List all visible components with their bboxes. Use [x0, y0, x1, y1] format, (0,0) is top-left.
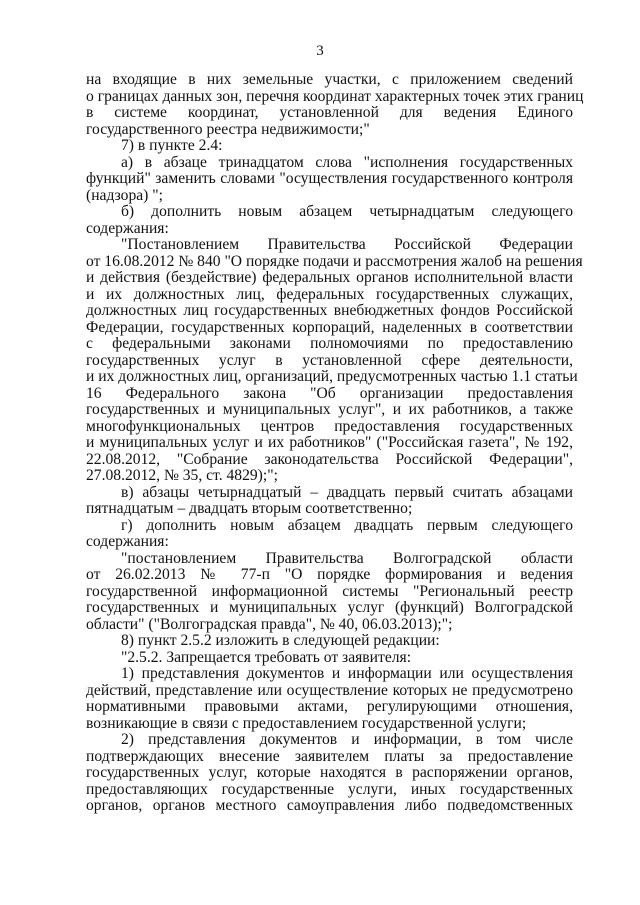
text-line: и действия (бездействие) федеральных органов исполнительной власти: [86, 269, 573, 286]
text-line: а) в абзаце тринадцатом слова "исполнения государственных: [121, 153, 573, 171]
text-line: 8) пункт 2.5.2 изложить в следующей редакции:: [121, 632, 440, 649]
text-line: и их должностных лиц, организаций, предусмотренных частью 1.1 статьи: [86, 368, 578, 385]
text-line: действий, представление или осуществление которых не предусмотрено: [86, 681, 573, 699]
text-line: 1) представления документов и информации или осуществления: [121, 665, 573, 682]
text-line: 27.08.2012, № 35, ст. 4829);";: [86, 467, 278, 484]
text-line: возникающие в связи с предоставлением государственной услуги;: [86, 714, 527, 732]
text-line: "постановлением Правительства Волгоградской области: [121, 549, 573, 567]
text-line: на входящие в них земельные участки, с приложением сведений: [86, 71, 573, 88]
text-line: с федеральными законами полномочиями по предоставлению: [86, 335, 573, 352]
text-line: органов, органов местного самоуправления либо подведомственных: [86, 797, 573, 814]
text-line: о границах данных зон, перечня координат характерных точек этих границ: [86, 87, 584, 105]
text-line: государственных услуг, которые находятся в распоряжении органов,: [86, 764, 573, 781]
text-line: 22.08.2012, "Собрание законодательства Российской Федерации",: [86, 450, 573, 468]
text-line: "2.5.2. Запрещается требовать от заявителя:: [121, 648, 412, 666]
document-body: [86, 71, 584, 815]
text-line: (надзора) ";: [86, 186, 163, 204]
text-line: государственного реестра недвижимости;": [86, 120, 370, 138]
text-line: б) дополнить новым абзацем четырнадцатым следующего: [121, 203, 573, 220]
text-line: в) абзацы четырнадцатый – двадцать первый считать абзацами: [121, 483, 573, 501]
text-line: Федерации, государственных корпораций, наделенных в соответствии: [86, 318, 573, 336]
text-line: многофункциональных центров предоставления государственных: [86, 417, 573, 435]
text-line: от 26.02.2013 № 77-п "О порядке формирования и ведения: [86, 566, 573, 583]
text-line: 7) в пункте 2.4:: [121, 137, 223, 154]
text-line: нормативными правовыми актами, регулирующими отношения,: [86, 698, 573, 715]
text-line: функций" заменить словами "осуществления государственного контроля: [86, 170, 573, 187]
text-line: от 16.08.2012 № 840 "О порядке подачи и рассмотрения жалоб на решения: [86, 252, 583, 270]
text-line: "Постановлением Правительства Российской Федерации: [121, 236, 573, 253]
text-line: государственных услуг в установленной сфере деятельности,: [86, 351, 573, 369]
text-line: и их должностных лиц, федеральных государственных служащих,: [86, 285, 573, 303]
text-line: пятнадцатым – двадцать вторым соответственно;: [86, 500, 413, 517]
text-line: государственных и муниципальных услуг (функций) Волгоградской: [86, 599, 573, 616]
text-line: содержания:: [86, 533, 169, 550]
text-line: и муниципальных услуг и их работников" ("Российская газета", № 192,: [86, 434, 573, 451]
text-line: государственных и муниципальных услуг", и их работников, а также: [86, 401, 573, 418]
text-line: 16 Федерального закона "Об организации предоставления: [86, 384, 573, 402]
text-line: подтверждающих внесение заявителем платы за предоставление: [86, 747, 573, 765]
text-line: в системе координат, установленной для ведения Единого: [86, 104, 573, 121]
text-line: содержания:: [86, 219, 169, 237]
text-line: государственной информационной системы "Региональный реестр: [86, 582, 573, 600]
text-line: предоставляющих государственные услуги, иных государственных: [86, 780, 573, 798]
page-number: 3: [316, 43, 324, 59]
text-line: 2) представления документов и информации, в том числе: [121, 731, 573, 748]
text-line: должностных лиц государственных внебюджетных фондов Российской: [86, 302, 573, 319]
text-line: области" ("Волгоградская правда", № 40, 06.03.2013);";: [86, 615, 453, 633]
text-line: г) дополнить новым абзацем двадцать первым следующего: [121, 516, 573, 534]
